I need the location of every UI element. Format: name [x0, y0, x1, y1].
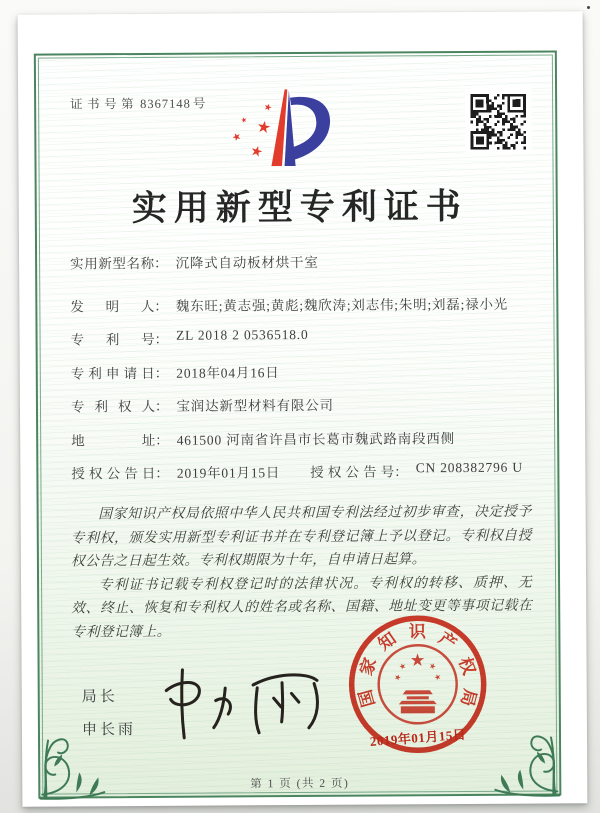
- field-colon: ：: [155, 432, 169, 448]
- field-label: 专利号: [70, 331, 155, 348]
- body-paragraph-1: 国家知识产权局依照中华人民共和国专利法经过初步审查，决定授予专利权，颁发实用新型专利证书并在专利登记簿上予以登记。专利权自授权公告之日起生效。专利权期限为十年，自申请日起算。: [70, 503, 532, 569]
- seal-char: 知: [374, 628, 400, 655]
- field-label: 地址: [71, 432, 156, 448]
- certificate-number: [70, 94, 210, 113]
- certificate-paper: [18, 11, 588, 806]
- certificate-number-prefix: 证书号第: [70, 96, 139, 112]
- field-colon: ：: [154, 365, 169, 381]
- national-emblem: [378, 645, 456, 723]
- field-colon: ：: [154, 331, 169, 347]
- page-number: 第 1 页 (共 2 页): [250, 777, 350, 791]
- signer-name: 申长雨: [81, 721, 137, 739]
- field-label: 发明人: [70, 298, 155, 314]
- field-value: 461500 河南省许昌市长葛市魏武路南段西侧: [176, 430, 456, 448]
- seal-char: 家: [356, 655, 381, 678]
- field-row-patent-no: [71, 326, 539, 362]
- field-colon: ：: [154, 398, 169, 414]
- field-colon: ：: [155, 465, 169, 481]
- field-row-patentee: [71, 393, 539, 429]
- signer-role: 局长: [81, 688, 118, 706]
- field-value: ZL 2018 2 0536518.0: [176, 326, 309, 343]
- certificate-fields: [70, 250, 539, 496]
- field-row-address: [71, 426, 539, 462]
- qr-code: [465, 89, 531, 155]
- photo-artifact-dot: [587, 6, 590, 9]
- field-value: 2018年04月16日: [176, 364, 280, 381]
- field-label: 专利申请日: [70, 365, 155, 381]
- seal-char: 识: [408, 622, 426, 642]
- seal-char: 局: [457, 686, 480, 709]
- seal-char: 产: [435, 628, 460, 654]
- field-row-filing-date: [71, 359, 539, 395]
- certificate-number-value: 8367148: [140, 96, 191, 111]
- certificate-frame: [34, 50, 562, 798]
- cnipa-logo-icon: [218, 84, 369, 169]
- certificate-number-suffix: 号: [192, 96, 210, 111]
- seal-date: 2019年01月15日: [369, 726, 467, 749]
- field-value: 宝润达新型材料有限公司: [176, 397, 334, 414]
- field-row-grant: [71, 460, 539, 496]
- field-row-name: [70, 250, 538, 286]
- field-value: 沉降式自动板材烘干室: [175, 254, 319, 271]
- field-colon: ：: [394, 464, 408, 480]
- body-paragraph-2: 专利证书记载专利权登记时的法律状况。专利权的转移、质押、无效、终止、恢复和专利权人的姓名或名称、国籍、地址变更等事项记载在专利登记簿上。: [71, 574, 533, 639]
- field-value: 魏东旺;黄志强;黄彪;魏欣涛;刘志伟;朱明;刘磊;禄小光: [175, 296, 509, 314]
- field-value: CN 208382796 U: [415, 459, 523, 476]
- seal-char: 国: [355, 687, 379, 709]
- certificate-title: 实用新型专利证书: [131, 186, 468, 229]
- field-colon: ：: [154, 255, 168, 271]
- seal-char: 权: [455, 654, 479, 678]
- signature-handwriting: [150, 656, 338, 749]
- field-value: 2019年01月15日: [176, 465, 281, 481]
- field-label: 专利权人: [70, 398, 156, 415]
- field-colon: ：: [154, 298, 168, 314]
- field-row-inventors: [70, 292, 538, 328]
- field-label: 授权公告号: [310, 464, 395, 480]
- field-label: 授权公告日: [71, 465, 156, 482]
- field-label: 实用新型名称: [70, 255, 155, 272]
